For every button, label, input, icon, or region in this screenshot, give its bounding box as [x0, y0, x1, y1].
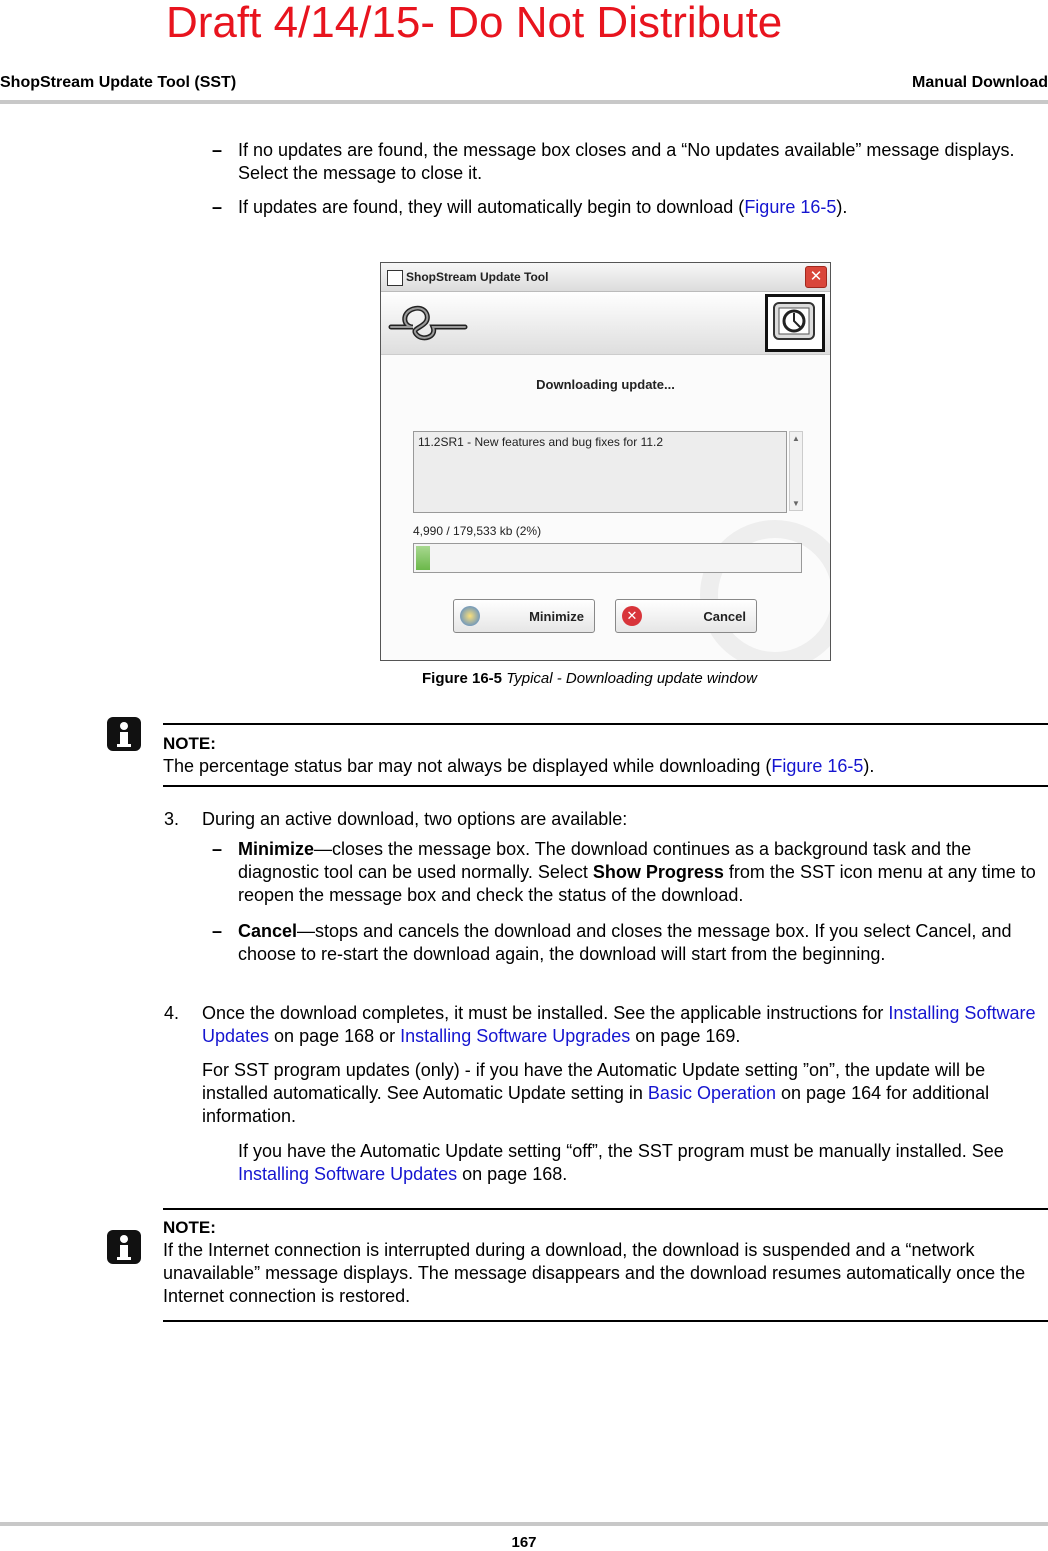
bullet-dash: –	[212, 197, 223, 217]
step-3	[164, 808, 1042, 831]
cancel-label: Cancel	[703, 609, 746, 624]
cancel-button[interactable]	[615, 599, 757, 633]
step-4-para-2	[202, 1059, 1046, 1128]
note-text: If the Internet connection is interrupted during a download, the download is suspended and a “network unavailable” message displays. The message disappears and the download resumes automatically once the Internet connection is restored.	[163, 1240, 1026, 1306]
note-title: NOTE:	[163, 1218, 216, 1237]
step-number: 4.	[164, 1003, 180, 1023]
option-cancel	[212, 920, 1046, 966]
bullet-dash: –	[212, 839, 223, 859]
progress-fill	[416, 546, 430, 570]
running-header-title: ShopStream Update Tool (SST)	[0, 74, 237, 91]
footer-rule	[0, 1522, 1048, 1526]
basic-operation-link[interactable]: Basic Operation	[647, 1083, 776, 1103]
update-list-item: 11.2SR1 - New features and bug fixes for 11.2	[418, 435, 664, 449]
note-rule-bottom	[163, 1320, 1048, 1322]
update-list-box[interactable]	[413, 431, 787, 513]
option-term: Minimize	[238, 839, 315, 859]
close-button[interactable]: ✕	[805, 266, 827, 288]
scroll-up-icon[interactable]: ▲	[792, 434, 800, 443]
bullet-no-updates	[212, 139, 1046, 185]
note-rule-bottom	[163, 785, 1048, 787]
note-percentage-bar	[163, 732, 1043, 778]
option-term: Cancel	[238, 921, 298, 941]
step-number: 3.	[164, 809, 180, 829]
bullet-dash: –	[212, 921, 223, 941]
para-text: If you have the Automatic Update setting “off”, the SST program must be manually installed. See	[238, 1141, 1004, 1161]
installing-updates-link[interactable]: Installing Software Updates	[202, 1003, 1036, 1046]
running-header-section: Manual Download	[912, 74, 1048, 91]
progress-text: 4,990 / 179,533 kb (2%)	[413, 524, 542, 538]
note-title: NOTE:	[163, 734, 216, 753]
step-text: Once the download completes, it must be installed. See the applicable instructions for	[202, 1003, 889, 1023]
installing-upgrades-link[interactable]: Installing Software Upgrades	[400, 1026, 631, 1046]
note-rule-top	[163, 723, 1048, 725]
para-text-end: on page 168.	[457, 1164, 568, 1184]
para-text: For SST program updates (only) - if you have the Automatic Update setting ”on”, the update will be installed automatically. See Automatic Update setting in	[202, 1060, 986, 1103]
window-title: ShopStream Update Tool	[406, 270, 549, 284]
bullet-dash: –	[212, 140, 223, 160]
option-text: —stops and cancels the download and closes the message box. If you select Cancel, and choose to re-start the download again, the download will start from the beginning.	[238, 921, 1012, 964]
step-4-para-3	[238, 1140, 1028, 1186]
para-text-end: on page 164 for additional information.	[202, 1083, 990, 1126]
scroll-down-icon[interactable]: ▼	[792, 499, 800, 508]
cancel-icon: ✕	[622, 606, 642, 626]
installing-updates-link[interactable]: Installing Software Updates	[238, 1164, 458, 1184]
figure-link[interactable]: Figure 16-5	[744, 197, 837, 217]
option-minimize	[212, 838, 1046, 907]
draft-watermark: Draft 4/14/15- Do Not Distribute	[166, 0, 783, 47]
step-4	[164, 1002, 1046, 1048]
figure-link[interactable]: Figure 16-5	[771, 756, 864, 776]
header-rule	[0, 100, 1048, 104]
download-progress-bar	[413, 543, 802, 573]
minimize-button[interactable]	[453, 599, 595, 633]
minimize-label: Minimize	[529, 609, 584, 624]
note-text-end: ).	[863, 756, 875, 776]
step-text-mid: on page 168 or	[269, 1026, 401, 1046]
bullet-text: If updates are found, they will automatically begin to download (	[238, 197, 745, 217]
caption-text: Typical - Downloading update window	[506, 670, 757, 687]
list-scrollbar[interactable]	[789, 431, 803, 511]
page-number: 167	[511, 1534, 537, 1551]
bullet-updates-found	[212, 196, 1046, 219]
gear-watermark-icon	[700, 520, 831, 661]
shopstream-logo-icon	[387, 299, 469, 345]
bullet-text-end: ).	[836, 197, 848, 217]
step-text: During an active download, two options are available:	[202, 809, 628, 829]
figure-caption	[422, 670, 757, 687]
window-banner	[381, 292, 830, 355]
info-icon	[107, 717, 141, 751]
option-text: —closes the message box. The download continues as a background task and the diagnostic tool can be used normally. Select	[238, 839, 972, 882]
caption-label: Figure 16-5	[422, 670, 503, 687]
note-text: The percentage status bar may not always be displayed while downloading (	[163, 756, 772, 776]
show-progress-term: Show Progress	[592, 862, 724, 882]
option-text-end: from the SST icon menu at any time to reopen the message box and check the status of the download.	[238, 862, 1036, 905]
bullet-text: If no updates are found, the message box closes and a “No updates available” message displays. Select the message to close it.	[238, 140, 1015, 183]
downloading-update-window	[380, 262, 831, 661]
note-rule-top	[163, 1208, 1048, 1210]
download-heading: Downloading update...	[536, 377, 675, 392]
step-text-end: on page 169.	[630, 1026, 741, 1046]
info-icon	[107, 1230, 141, 1264]
window-titlebar	[381, 263, 830, 292]
app-icon	[387, 270, 403, 286]
note-connection-interrupted	[163, 1216, 1043, 1308]
diagnostic-tool-icon	[765, 294, 825, 352]
